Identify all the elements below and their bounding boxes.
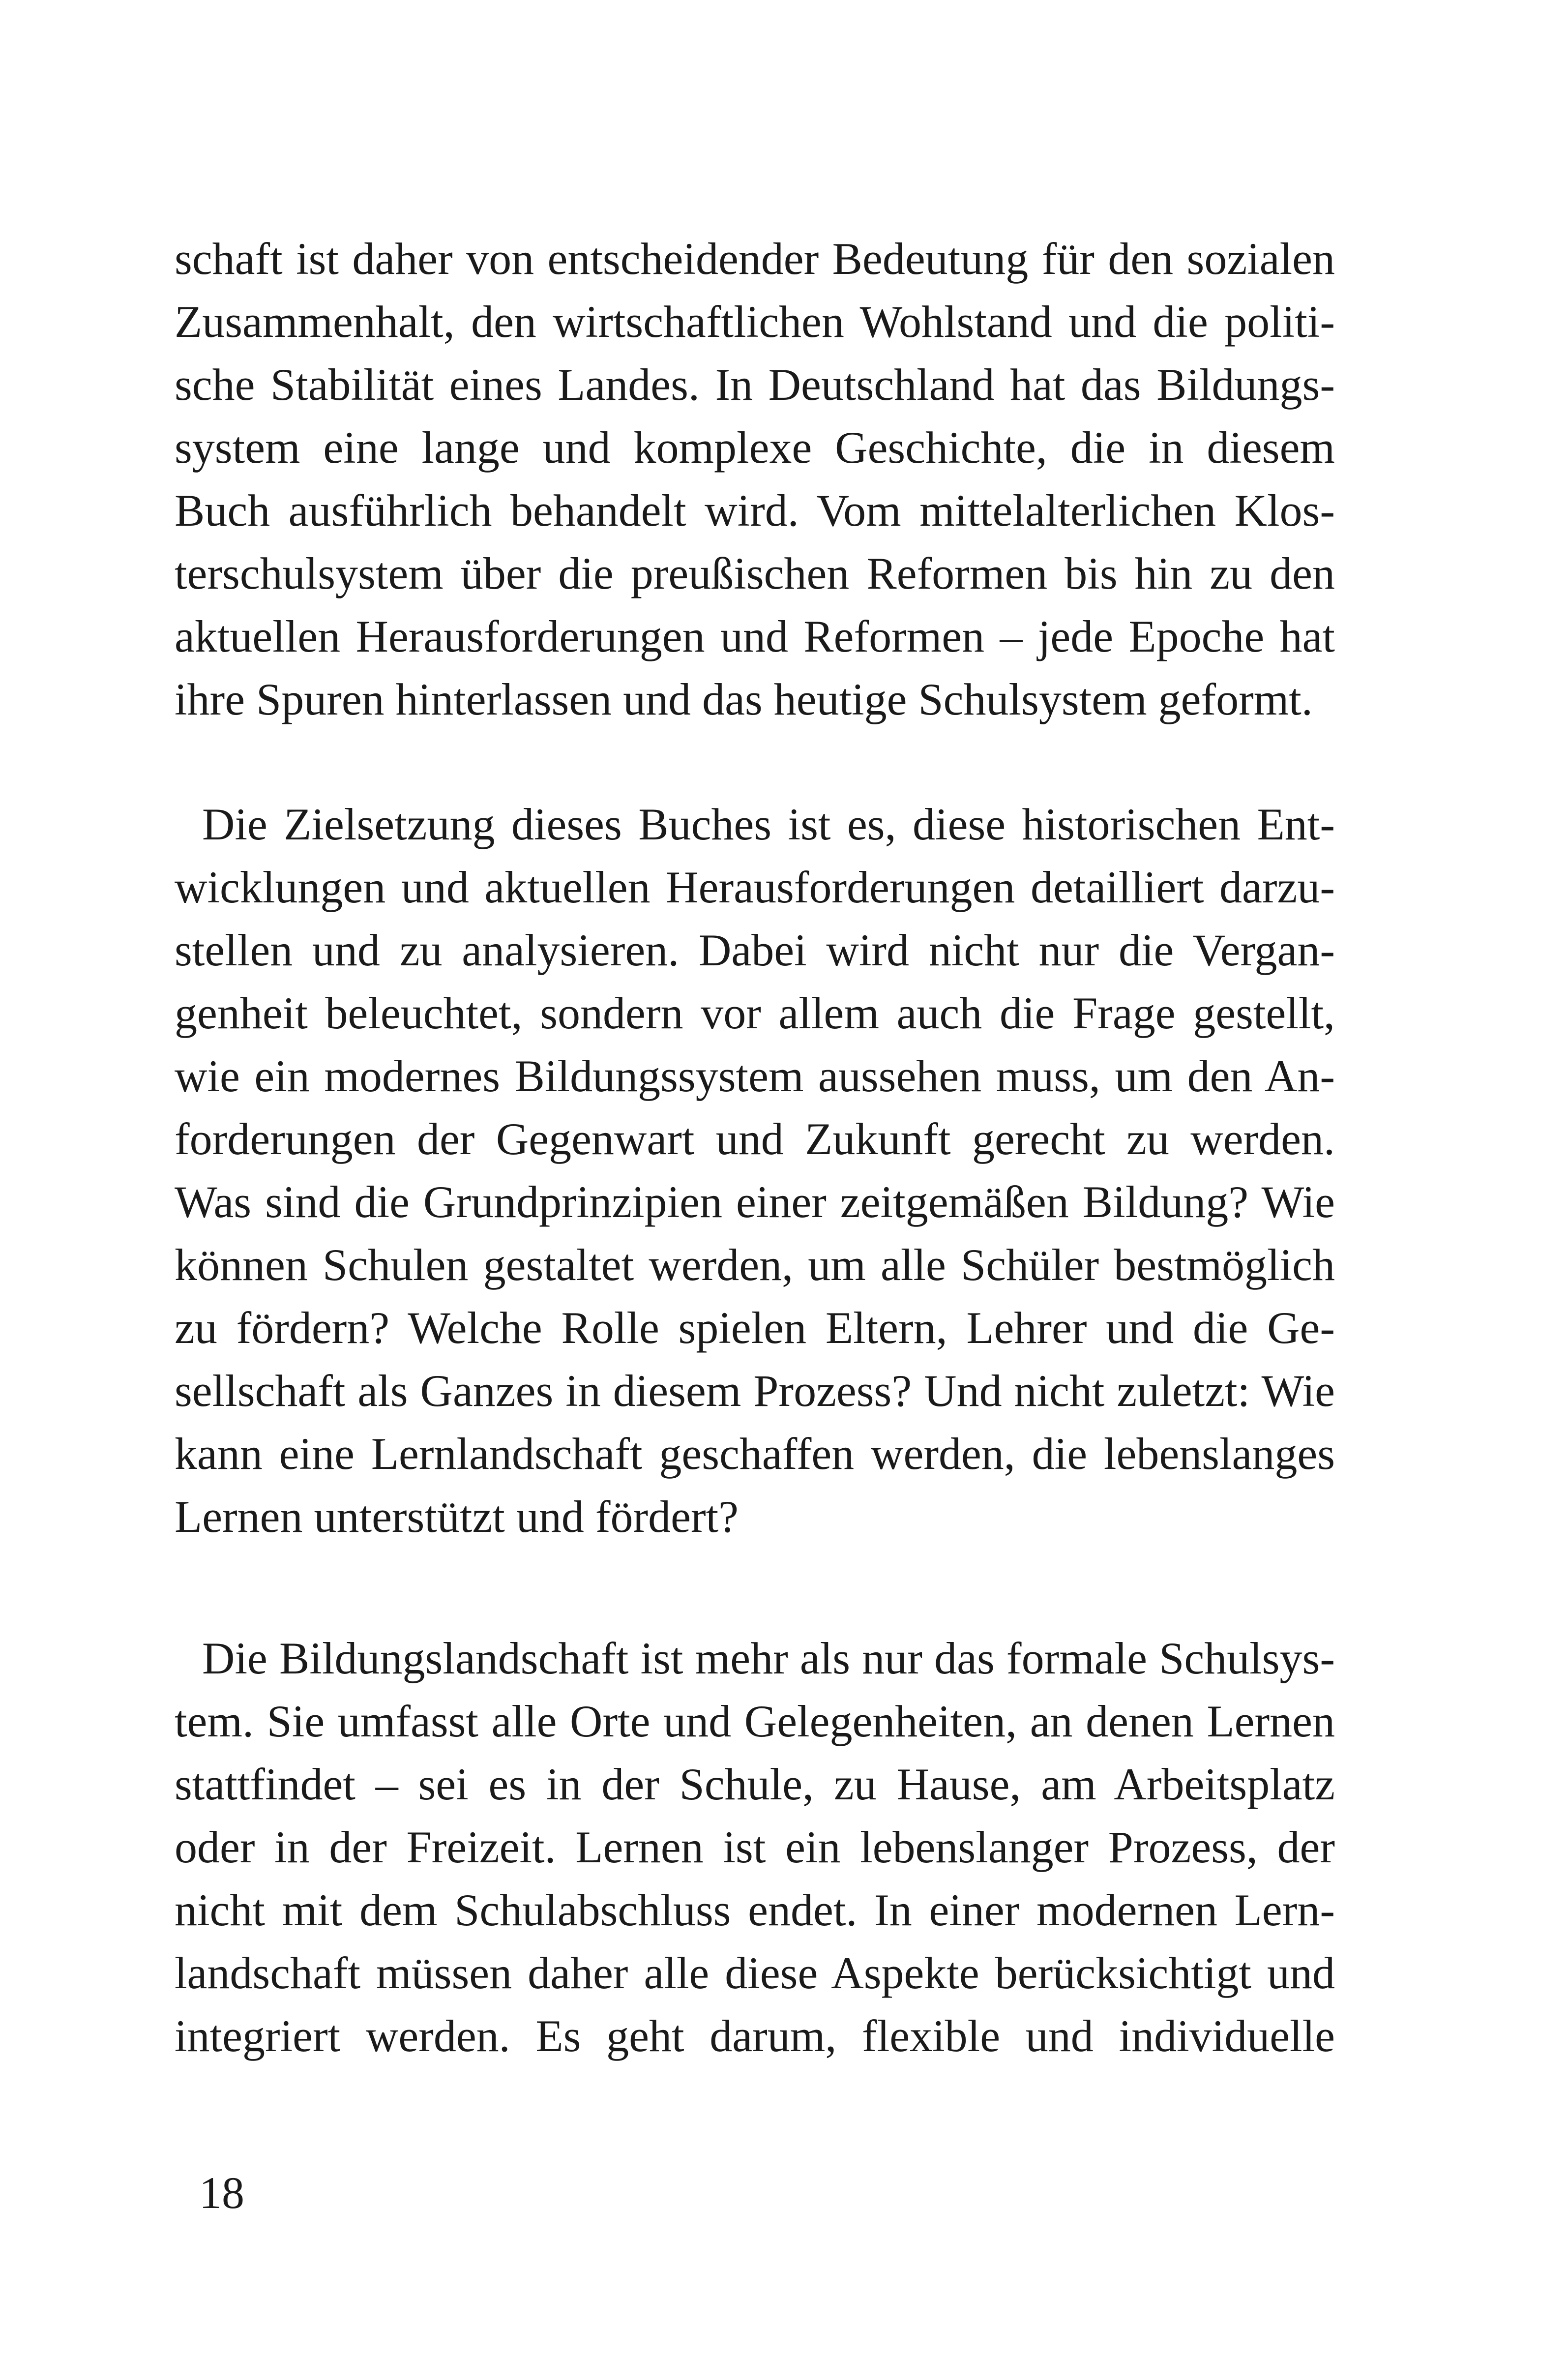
paragraph-2 (175, 793, 1335, 1548)
text-line: Zusammenhalt, den wirtschaftlichen Wohlstand und die politi- (175, 297, 1335, 347)
text-line: stattfindet – sei es in der Schule, zu Hause, am Arbeitsplatz (175, 1759, 1335, 1809)
text-line: schaft ist daher von entscheidender Bedeutung für den sozialen (175, 234, 1335, 284)
text-line: können Schulen gestaltet werden, um alle Schüler bestmöglich (175, 1240, 1335, 1290)
text-line: zu fördern? Welche Rolle spielen Eltern, Lehrer und die Ge- (175, 1303, 1335, 1353)
text-line: landschaft müssen daher alle diese Aspekte berücksichtigt und (175, 1948, 1335, 1998)
text-line: sche Stabilität eines Landes. In Deutschland hat das Bildungs- (175, 359, 1335, 410)
page-number: 18 (199, 2168, 244, 2218)
text-line: wie ein modernes Bildungssystem aussehen muss, um den An- (175, 1051, 1335, 1101)
text-line: tem. Sie umfasst alle Orte und Gelegenheiten, an denen Lernen (175, 1696, 1335, 1746)
text-line: aktuellen Herausforderungen und Reformen – jede Epoche hat (175, 611, 1335, 661)
text-line: Die Bildungslandschaft ist mehr als nur das formale Schulsys- (202, 1633, 1335, 1683)
text-line: Buch ausführlich behandelt wird. Vom mittelalterlichen Klos- (175, 485, 1335, 536)
text-line: genheit beleuchtet, sondern vor allem auch die Frage gestellt, (175, 988, 1335, 1038)
text-line: terschulsystem über die preußischen Reformen bis hin zu den (175, 548, 1335, 598)
text-line: integriert werden. Es geht darum, flexible und individuelle (175, 2011, 1335, 2061)
text-line: oder in der Freizeit. Lernen ist ein lebenslanger Prozess, der (175, 1822, 1335, 1872)
text-line: stellen und zu analysieren. Dabei wird nicht nur die Vergan- (175, 925, 1335, 975)
text-line: system eine lange und komplexe Geschichte, die in diesem (175, 422, 1335, 473)
text-line: Lernen unterstützt und fördert? (175, 1492, 739, 1542)
text-line: kann eine Lernlandschaft geschaffen werden, die lebenslanges (175, 1429, 1335, 1479)
paragraph-3 (175, 1627, 1335, 2067)
text-line: nicht mit dem Schulabschluss endet. In einer modernen Lern- (175, 1885, 1335, 1935)
text-line: Was sind die Grundprinzipien einer zeitgemäßen Bildung? Wie (175, 1177, 1335, 1227)
text-line: ihre Spuren hinterlassen und das heutige Schulsystem geformt. (175, 674, 1313, 724)
text-line: sellschaft als Ganzes in diesem Prozess? Und nicht zuletzt: Wie (175, 1366, 1335, 1416)
paragraph-1 (175, 227, 1335, 731)
text-line: forderungen der Gegenwart und Zukunft gerecht zu werden. (175, 1114, 1335, 1164)
text-line: wicklungen und aktuellen Herausforderungen detailliert darzu- (175, 862, 1335, 912)
text-line: Die Zielsetzung dieses Buches ist es, diese historischen Ent- (202, 799, 1335, 849)
